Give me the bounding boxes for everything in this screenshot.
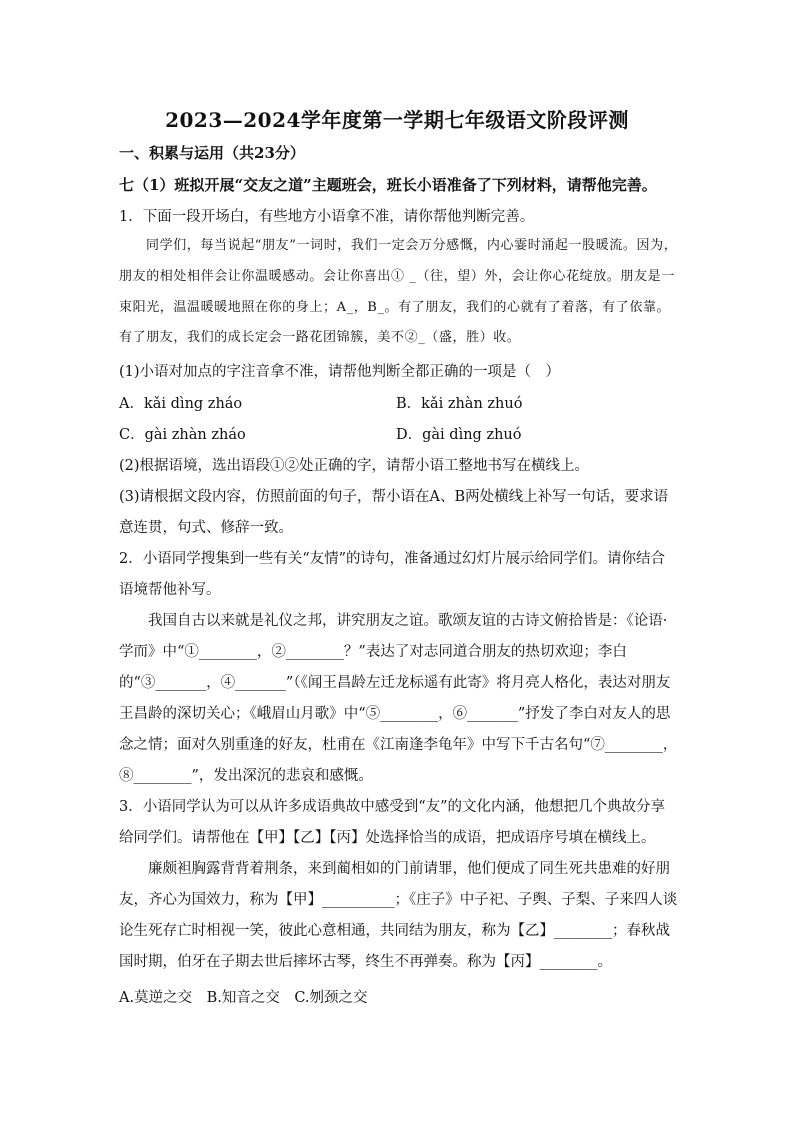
q1-stem: 1．下面一段开场白，有些地方小语拿不准，请你帮他判断完善。 — [119, 209, 535, 225]
q3-options: A.莫逆之交 B.知音之交 C.刎颈之交 — [119, 990, 368, 1006]
q1-sub2: (2)根据语境，选出语段①②处正确的字，请帮小语工整地书写在横线上。 — [119, 458, 590, 474]
section-intro: 七（1）班拟开展“交友之道”主题班会，班长小语准备了下列材料，请帮他完善。 — [119, 176, 657, 194]
section-heading: 一、积累与运用（共23分） — [119, 144, 305, 162]
q1-option-a: A．kǎi dìng zháo — [119, 396, 243, 412]
q1-option-d: D．gài dìng zhuó — [396, 427, 522, 443]
q1-sub3: (3)请根据文段内容，仿照前面的句子，帮小语在A、B两处横线上补写一句话，要求语意连贯，句式、修辞一致。 — [119, 489, 669, 536]
q1-option-b: B．kǎi zhàn zhuó — [396, 396, 523, 412]
page-title: 2023—2024学年度第一学期七年级语文阶段评测 — [165, 108, 629, 132]
q2-passage: 我国自古以来就是礼仪之邦，讲究朋友之谊。歌颂友谊的古诗文俯拾皆是：《论语·学而》中“①________，②________？”表达了对志同道合朋友的热切欢迎；李白的“③_______，④_______”（《闻王昌龄左迁龙标遥有此寄》将月亮人格化，表达对朋友王昌龄的深切关心；《峨眉山月歌》中“⑤________，⑥_______”抒发了李白对友人的思念之情；面对久别重逢的好友，杜甫在《江南逢李龟年》中写下千古名句“⑦________，⑧________”，发出深沉的悲哀和感慨。 — [119, 613, 678, 784]
q1-sub1: (1)小语对加点的字注音拿不准，请帮他判断全都正确的一项是（ ） — [119, 364, 561, 380]
q2-stem: 2．小语同学搜集到一些有关“友情”的诗句，准备通过幻灯片展示给同学们。请你结合语境帮他补写。 — [119, 551, 666, 598]
q1-passage: 同学们，每当说起“朋友”一词时，我们一定会万分感慨，内心霎时涌起一股暖流。因为，朋友的相处相伴会让你温暖感动。会让你喜出① _（往，望）外，会让你心花绽放。朋友是一束阳光，温温暖暖地照在你的身上；A_，B_。有了朋友，我们的心就有了着落，有了依靠。有了朋友，我们的成长定会一路花团锦簇，美不②_（盛，胜）收。 — [119, 238, 678, 346]
q1-option-c: C．gài zhàn zháo — [119, 427, 246, 443]
q3-passage: 廉颇袒胸露背背着荆条，来到蔺相如的门前请罪，他们便成了同生死共患难的好朋友，齐心为国效力，称为【甲】__________；《庄子》中子祀、子舆、子梨、子来四人谈论生死存亡时相视一笑，彼此心意相通，共同结为朋友，称为【乙】________；春秋战国时期，伯牙在子期去世后摔坏古琴，终生不再弹奏。称为【丙】________。 — [119, 861, 678, 970]
q3-stem: 3．小语同学认为可以从许多成语典故中感受到“友”的文化内涵，他想把几个典故分享给同学们。请帮他在【甲】【乙】【丙】处选择恰当的成语，把成语序号填在横线上。 — [119, 799, 666, 846]
